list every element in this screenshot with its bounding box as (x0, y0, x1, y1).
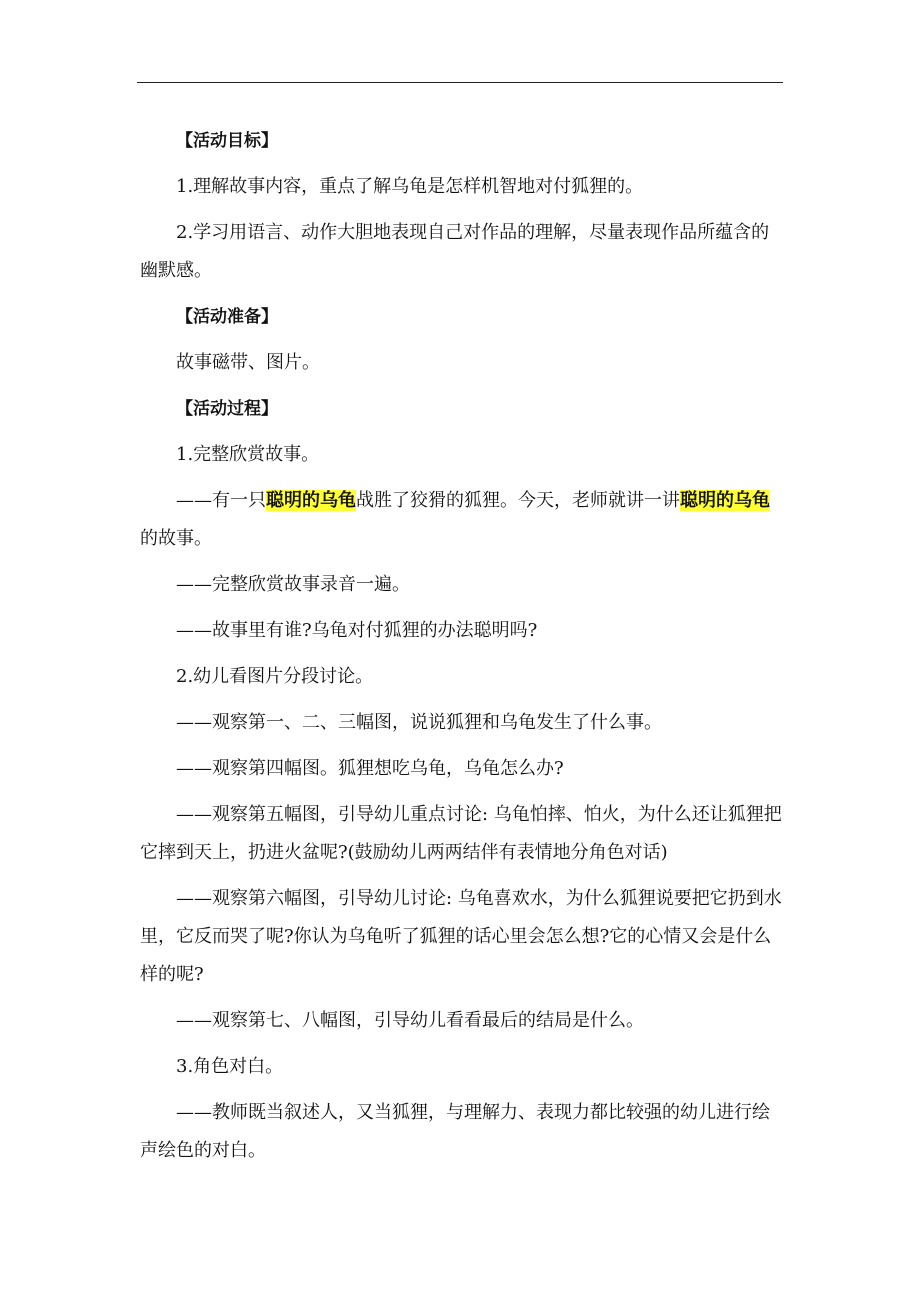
section-heading-preparation: 【活动准备】 (176, 307, 278, 327)
process-step-1: 1.完整欣赏故事。 (176, 444, 320, 465)
process-step-2-e: ——观察第七、八幅图，引导幼儿看看最后的结局是什么。 (176, 1010, 644, 1031)
process-step-3: 3.角色对白。 (176, 1056, 284, 1077)
intro-text-b: 战胜了狡猾的狐狸。今天，老师就讲一讲 (356, 490, 680, 511)
highlight-phrase: 聪明的乌龟 (680, 490, 770, 511)
header-rule (137, 82, 783, 83)
section-heading-process: 【活动过程】 (176, 399, 278, 419)
goal-item-2: 2.学习用语言、动作大胆地表现自己对作品的理解，尽量表现作品所蕴含的幽默感。 (140, 222, 770, 281)
process-step-2-c: ——观察第五幅图，引导幼儿重点讨论: 乌龟怕摔、怕火，为什么还让狐狸把它摔到天上，扔进火盆呢?(鼓励幼儿两两结伴有表情地分角色对话) (140, 804, 782, 863)
document-body (140, 122, 784, 1178)
goal-item-1: 1.理解故事内容，重点了解乌龟是怎样机智地对付狐狸的。 (176, 176, 644, 197)
process-step-1-listen: ——完整欣赏故事录音一遍。 (176, 574, 410, 595)
process-step-2: 2.幼儿看图片分段讨论。 (176, 666, 374, 687)
intro-text-c: 的故事。 (140, 528, 212, 549)
process-step-2-b: ——观察第四幅图。狐狸想吃乌龟，乌龟怎么办? (176, 758, 564, 779)
highlight-phrase: 聪明的乌龟 (266, 490, 356, 511)
process-step-2-a: ——观察第一、二、三幅图，说说狐狸和乌龟发生了什么事。 (176, 712, 662, 733)
process-step-2-d: ——观察第六幅图，引导幼儿讨论: 乌龟喜欢水，为什么狐狸说要把它扔到水里，它反而哭了呢?你认为乌龟听了狐狸的话心里会怎么想?它的心情又会是什么样的呢? (140, 888, 782, 985)
process-step-3-a: ——教师既当叙述人，又当狐狸，与理解力、表现力都比较强的幼儿进行绘声绘色的对白。 (140, 1102, 770, 1161)
preparation-text: 故事磁带、图片。 (176, 352, 320, 373)
process-step-1-question: ——故事里有谁?乌龟对付狐狸的办法聪明吗? (176, 620, 538, 641)
intro-text-a: ——有一只 (176, 490, 266, 511)
section-heading-goals: 【活动目标】 (176, 131, 278, 151)
process-step-1-intro (140, 482, 784, 558)
